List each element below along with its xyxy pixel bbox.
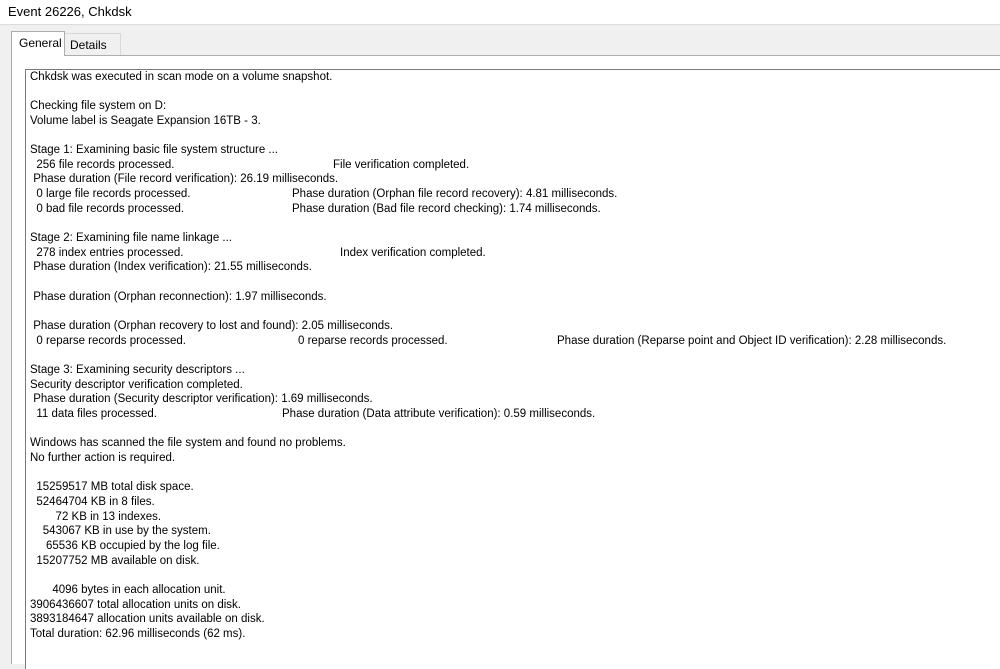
event-line: 11 data files processed. (30, 408, 157, 420)
event-line: 3893184647 allocation units available on disk. (30, 613, 265, 625)
event-line: 4096 bytes in each allocation unit. (30, 584, 226, 596)
event-line: 15259517 MB total disk space. (30, 481, 194, 493)
event-line: 0 reparse records processed. (30, 335, 186, 347)
event-line: Phase duration (Orphan reconnection): 1.97 milliseconds. (30, 291, 327, 303)
event-line: Phase duration (Index verification): 21.55 milliseconds. (30, 261, 312, 273)
event-line: Security descriptor verification completed. (30, 379, 243, 391)
window-title-bar (0, 0, 1000, 25)
window-title: Event 26226, Chkdsk (8, 4, 132, 19)
tab-panel-general (11, 55, 1000, 664)
event-line: Volume label is Seagate Expansion 16TB - 3. (30, 115, 261, 127)
event-line: Windows has scanned the file system and found no problems. (30, 437, 346, 449)
event-line: Phase duration (Security descriptor verification): 1.69 milliseconds. (30, 393, 373, 405)
tab-general[interactable]: General (11, 31, 65, 56)
event-line: 0 reparse records processed. (298, 335, 448, 347)
event-line: 256 file records processed. (30, 159, 175, 171)
event-line: 15207752 MB available on disk. (30, 555, 200, 567)
event-line: Phase duration (File record verification): 26.19 milliseconds. (30, 173, 339, 185)
tab-details[interactable]: Details (65, 33, 121, 55)
event-line: 52464704 KB in 8 files. (30, 496, 155, 508)
event-line: Stage 2: Examining file name linkage ... (30, 232, 233, 244)
event-line: Stage 3: Examining security descriptors ... (30, 364, 245, 376)
event-line: 72 KB in 13 indexes. (30, 511, 162, 523)
event-line: Phase duration (Data attribute verification): 0.59 milliseconds. (282, 408, 596, 420)
event-line: Stage 1: Examining basic file system structure ... (30, 144, 278, 156)
event-line: Checking file system on D: (30, 100, 167, 112)
event-line: 0 bad file records processed. (30, 203, 185, 215)
event-line: 65536 KB occupied by the log file. (30, 540, 220, 552)
event-line: Phase duration (Bad file record checking): 1.74 milliseconds. (292, 203, 601, 215)
event-line: 543067 KB in use by the system. (30, 525, 211, 537)
event-line: Index verification completed. (340, 247, 486, 259)
event-line: 0 large file records processed. (30, 188, 191, 200)
event-description-textbox[interactable] (25, 69, 1000, 669)
event-line: Phase duration (Reparse point and Object ID verification): 2.28 milliseconds. (557, 335, 947, 347)
event-line: Total duration: 62.96 milliseconds (62 ms). (30, 628, 246, 640)
event-line: 3906436607 total allocation units on disk. (30, 599, 241, 611)
event-line: Phase duration (Orphan recovery to lost and found): 2.05 milliseconds. (30, 320, 394, 332)
event-line: 278 index entries processed. (30, 247, 184, 259)
event-line: No further action is required. (30, 452, 176, 464)
event-line: Chkdsk was executed in scan mode on a volume snapshot. (30, 71, 333, 83)
event-line: Phase duration (Orphan file record recovery): 4.81 milliseconds. (292, 188, 618, 200)
event-line: File verification completed. (333, 159, 470, 171)
